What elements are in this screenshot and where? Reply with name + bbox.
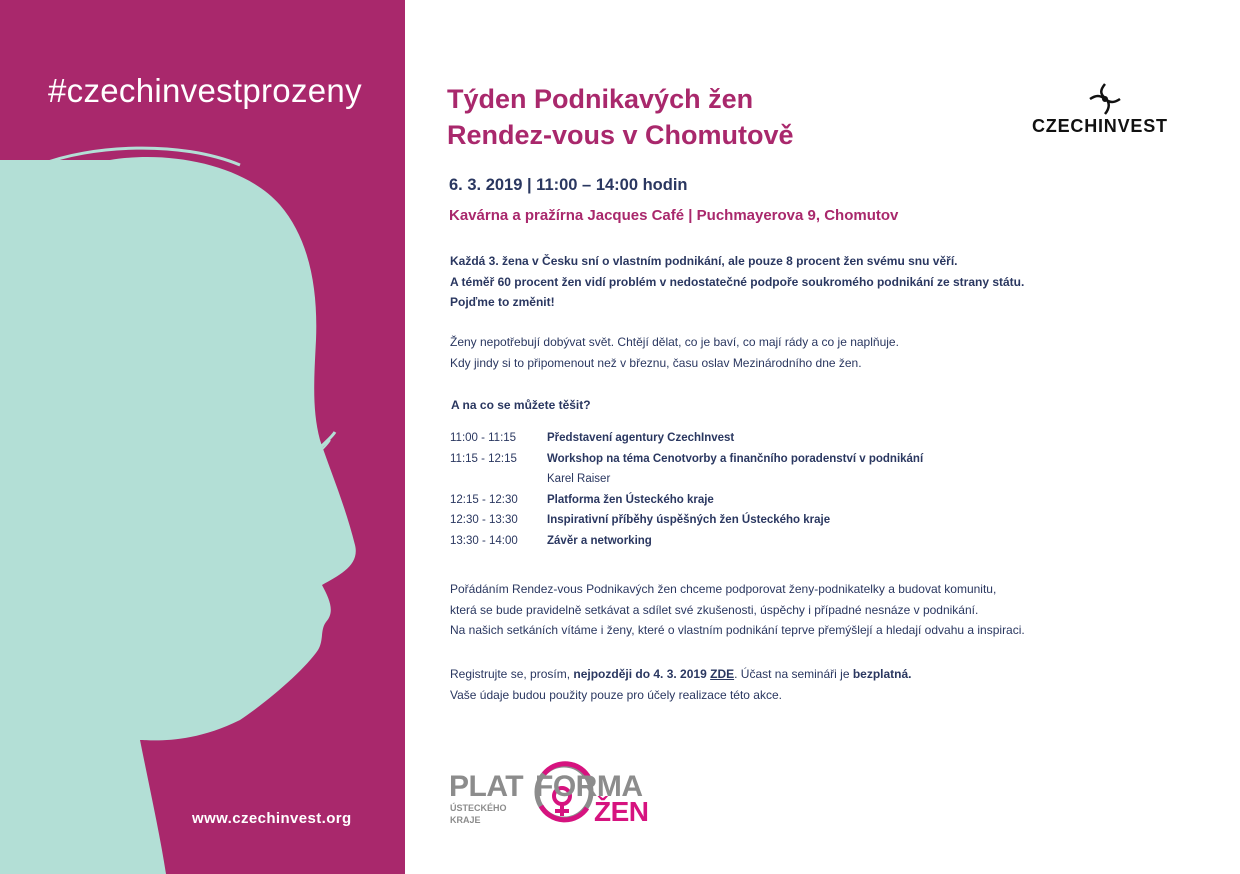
platforma-zen-logo bbox=[449, 758, 664, 830]
registration-line-2: Vaše údaje budou použity pouze pro účely realizace této akce. bbox=[450, 687, 782, 702]
logo-word-zen: ŽEN bbox=[594, 796, 649, 827]
agenda-heading: A na co se můžete těšit? bbox=[451, 398, 591, 412]
description-paragraph bbox=[450, 332, 899, 373]
czechinvest-emblem-icon bbox=[1030, 82, 1180, 116]
intro-paragraph bbox=[450, 251, 1024, 313]
registration-line-1 bbox=[450, 664, 912, 685]
agenda-title: Workshop na téma Cenotvorby a finančního poradenství v podnikání bbox=[547, 452, 924, 465]
agenda-time: 11:15 - 12:15 bbox=[450, 452, 517, 465]
intro-line-3: Pojďme to změnit! bbox=[450, 295, 555, 309]
community-paragraph bbox=[450, 579, 1025, 641]
page-title bbox=[447, 81, 794, 153]
agenda-title: Platforma žen Ústeckého kraje bbox=[547, 493, 714, 506]
agenda-time: 12:15 - 12:30 bbox=[450, 493, 518, 506]
community-line-3: Na našich setkáních vítáme i ženy, které o vlastním podnikání teprve přemýšlejí a hledají odvahu a inspiraci. bbox=[450, 623, 1025, 637]
registration-link[interactable]: ZDE bbox=[710, 667, 735, 681]
agenda-title: Inspirativní příběhy úspěšných žen Ústeckého kraje bbox=[547, 514, 831, 527]
sidebar-panel bbox=[0, 0, 405, 874]
community-line-1: Pořádáním Rendez-vous Podnikavých žen chceme podporovat ženy-podnikatelky a budovat komunitu, bbox=[450, 582, 997, 596]
agenda-speaker: Karel Raiser bbox=[547, 473, 611, 486]
agenda-time: 12:30 - 13:30 bbox=[450, 514, 518, 527]
description-line-1: Ženy nepotřebují dobývat svět. Chtějí dělat, co je baví, co mají rády a co je naplňuje. bbox=[450, 335, 899, 349]
logo-text: CZECHINVEST bbox=[1032, 116, 1168, 136]
agenda-title: Představení agentury CzechInvest bbox=[547, 432, 735, 444]
logo-word-plat: PLAT bbox=[449, 770, 524, 803]
title-line-2: Rendez-vous v Chomutově bbox=[447, 120, 794, 150]
logo-subtitle-2: KRAJE bbox=[450, 815, 481, 825]
community-line-2: která se bude pravidelně setkávat a sdílet své zkušenosti, úspěchy i případné nesnáze v podnikání. bbox=[450, 602, 979, 617]
intro-line-1: Každá 3. žena v Česku sní o vlastním podnikání, ale pouze 8 procent žen svému snu věří. bbox=[450, 254, 958, 268]
logo-subtitle-1: ÚSTECKÉHO bbox=[450, 803, 507, 813]
website-link[interactable]: www.czechinvest.org bbox=[192, 810, 352, 827]
agenda-title: Závěr a networking bbox=[547, 534, 652, 547]
czechinvest-logo bbox=[1030, 82, 1180, 137]
agenda-time: 11:00 - 11:15 bbox=[450, 432, 517, 444]
woman-silhouette-image bbox=[0, 0, 405, 874]
registration-free: bezplatná. bbox=[852, 667, 912, 681]
registration-prefix: Registrujte se, prosím, bbox=[450, 667, 574, 681]
agenda-time: 13:30 - 14:00 bbox=[450, 534, 518, 547]
registration-paragraph bbox=[450, 664, 912, 705]
hashtag-text: #czechinvestprozeny bbox=[48, 72, 362, 109]
logo-word-forma: FORMA bbox=[535, 770, 643, 803]
event-date-time: 6. 3. 2019 | 11:00 – 14:00 hodin bbox=[449, 176, 688, 194]
title-line-1: Týden Podnikavých žen bbox=[447, 84, 754, 114]
intro-line-2: A téměř 60 procent žen vidí problém v nedostatečné podpoře soukromého podnikání ze strany státu. bbox=[450, 274, 1025, 289]
description-line-2: Kdy jindy si to připomenout než v březnu, času oslav Mezinárodního dne žen. bbox=[450, 355, 862, 370]
registration-deadline: nejpozději do 4. 3. 2019 bbox=[573, 667, 707, 681]
registration-middle: . Účast na semináři je bbox=[734, 667, 853, 681]
event-venue: Kavárna a pražírna Jacques Café | Puchmayerova 9, Chomutov bbox=[449, 207, 899, 224]
